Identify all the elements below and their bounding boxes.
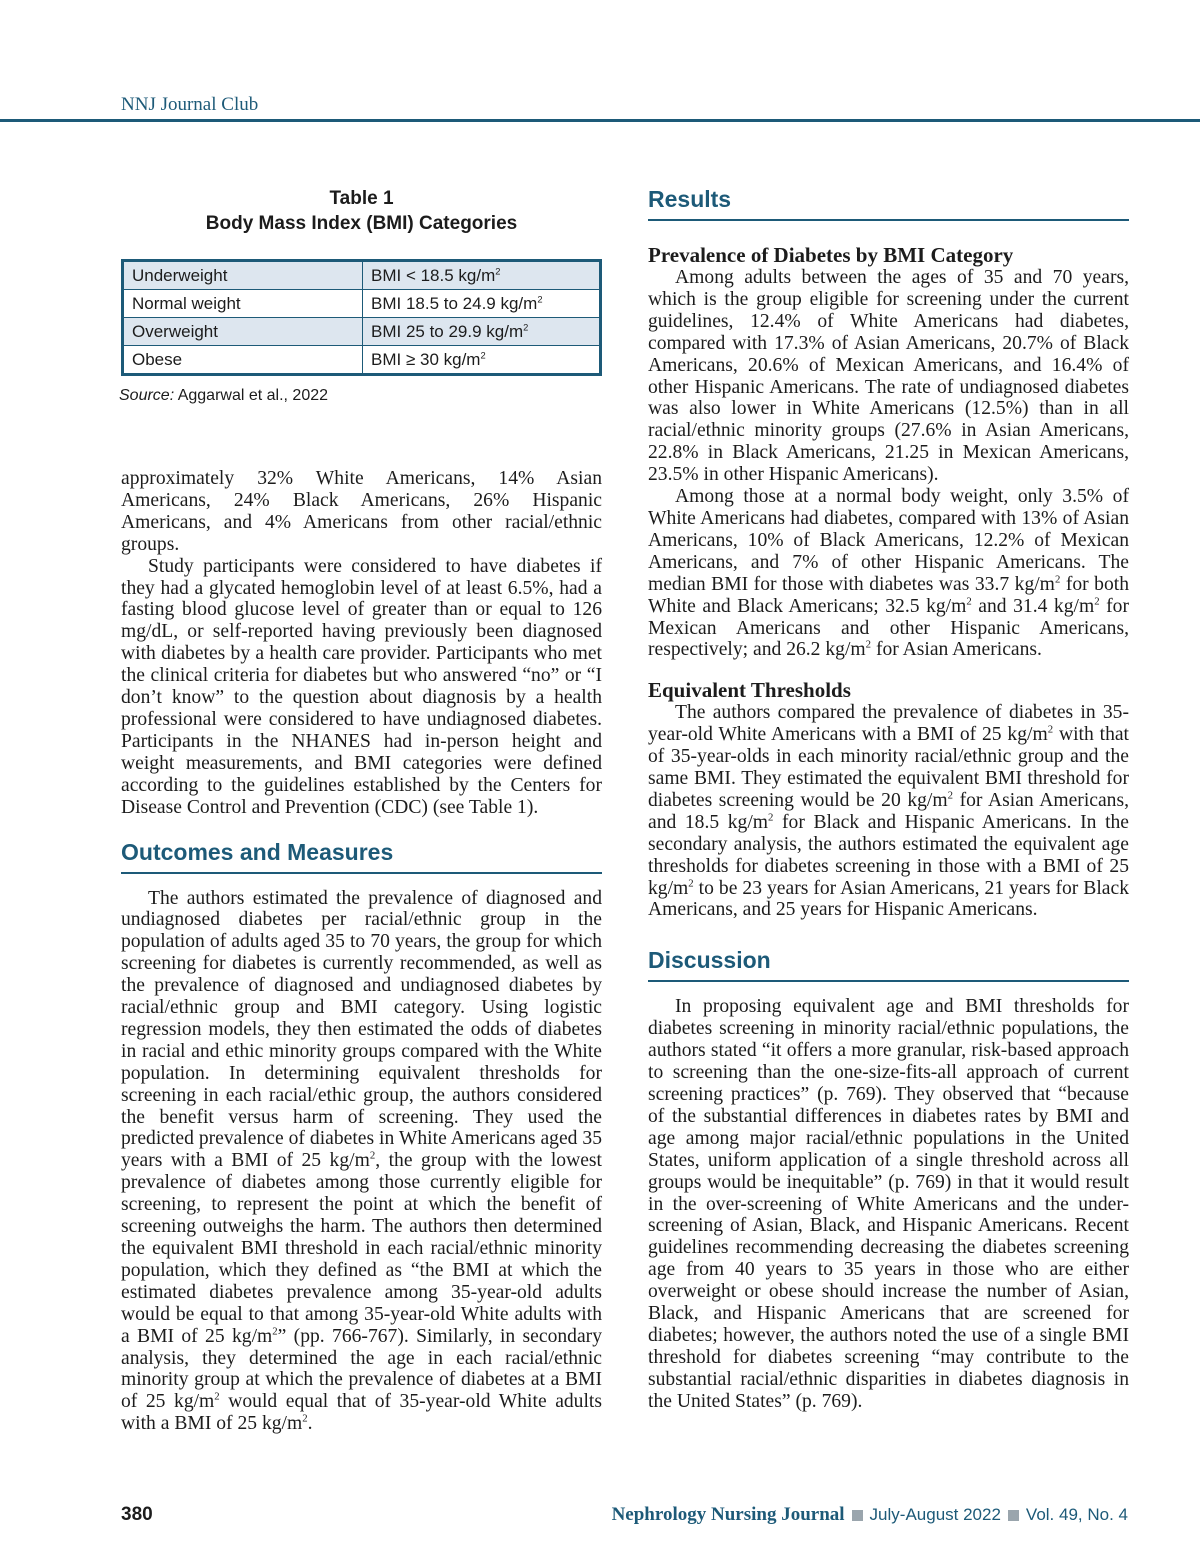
- table-row: [123, 290, 601, 318]
- issue-date: July-August 2022: [869, 1505, 1001, 1524]
- paragraph: approximately 32% White Americans, 14% Asian Americans, 24% Black Americans, 26% Hispanic Americans, and 4% Americans from other racial/ethnic groups.: [121, 468, 602, 555]
- header-rule: [0, 119, 1200, 122]
- paragraph: Among adults between the ages of 35 and 70 years, which is the group eligible for screening under the current guidelines, 12.4% of White Americans had diabetes, compared with 17.3% of Asian Americans, 20.7% of Black Americans, 20.6% of Mexican Americans, and 16.4% of other Hispanic Americans. The rate of undiagnosed diabetes was also lower in White Americans (12.5%) than in all racial/ethnic minority groups (27.6% in Asian Americans, 22.8% in Black Americans, 21.25 in Mexican Americans, 23.5% in other Hispanic Americans).: [648, 267, 1129, 486]
- running-head: NNJ Journal Club: [121, 94, 259, 115]
- left-column: [121, 186, 602, 1435]
- square-separator-icon: [1008, 1510, 1019, 1521]
- bmi-table: [121, 259, 602, 376]
- table-number: Table 1: [329, 188, 394, 209]
- volume-issue: Vol. 49, No. 4: [1025, 1505, 1128, 1524]
- table-cell-range: BMI 18.5 to 24.9 $kg/m^2$: [363, 290, 601, 318]
- table-cell-category: Obese: [123, 346, 363, 375]
- journal-name: Nephrology Nursing Journal: [611, 1504, 845, 1525]
- table-cell-range: BMI ≥ 30 $kg/m^2$: [363, 346, 601, 375]
- subheading-prevalence: Prevalence of Diabetes by BMI Category: [648, 243, 1014, 267]
- footer: [612, 1504, 1128, 1526]
- section-heading-discussion: Discussion: [648, 947, 1129, 982]
- table-cell-category: Underweight: [123, 261, 363, 290]
- paragraph: Among those at a normal body weight, only 3.5% of White Americans had diabetes, compared with 13% of Asian Americans, 10% of Black Americans, 12.2% of Mexican Americans, and 7% of other Hispanic Americans. The median BMI for those with diabetes was 33.7 $kg/m^2$ for both White and Black Americans; 32.5 $kg/m^2$ and 31.4 $kg/m^2$ for Mexican Americans and other Hispanic Americans, respectively; and 26.2 $kg/m^2$ for Asian Americans.: [648, 486, 1129, 661]
- table-cell-category: Overweight: [123, 318, 363, 346]
- section-heading-results: Results: [648, 186, 1129, 221]
- table-title: Body Mass Index (BMI) Categories: [205, 213, 518, 234]
- subheading-equivalent-thresholds: Equivalent Thresholds: [648, 678, 851, 703]
- table-cell-category: Normal weight: [123, 290, 363, 318]
- right-column: [648, 186, 1129, 1413]
- paragraph: The authors estimated the prevalence of diagnosed and undiagnosed diabetes per racial/ethnic group in the population of adults aged 35 to 70 years, the group for which screening for diabetes is currently recommended, as well as the prevalence of diagnosed and undiagnosed diabetes by racial/ethnic group and BMI category. Using logistic regression models, they then estimated the odds of diabetes in racial and ethic minority groups compared with the White population. In determining equivalent thresholds for screening in each racial/ethic group, the authors considered the benefit versus harm of screening. They used the predicted prevalence of diabetes in White Americans aged 35 years with a BMI of 25 $kg/m^2$, the group with the lowest prevalence of diabetes among those currently eligible for screening, to represent the point at which the benefit of screening outweighs the harm. The authors then determined the equivalent BMI threshold in each racial/ethnic minority population, which they defined as “the BMI at which the estimated diabetes prevalence among 35-year-old adults would be equal to that among 35-year-old White adults with a BMI of 25 $kg/m^2$” (pp. 766-767). Similarly, in secondary analysis, they determined the age in each racial/ethnic minority group at which the prevalence of diabetes at a BMI of 25 $kg/m^2$ would equal that of 35-year-old White adults with a BMI of 25 $kg/m^2$.: [121, 887, 603, 1435]
- page-number: 380: [121, 1504, 153, 1525]
- square-separator-icon: [852, 1510, 863, 1521]
- table-row: [123, 346, 601, 375]
- table-cell-range: BMI 25 to 29.9 $kg/m^2$: [363, 318, 601, 346]
- paragraph: The authors compared the prevalence of diabetes in 35-year-old White Americans with a BMI of 25 $kg/m^2$ with that of 35-year-olds in each minority racial/ethnic group and the same BMI. They estimated the equivalent BMI threshold for diabetes screening would be 20 $kg/m^2$ for Asian Americans, and 18.5 $kg/m^2$ for Black and Hispanic Americans. In the secondary analysis, the authors estimated the equivalent age thresholds for diabetes screening in those with a BMI of 25 $kg/m^2$ to be 23 years for Asian Americans, 21 years for Black Americans, and 25 years for Hispanic Americans.: [648, 702, 1130, 921]
- paragraph: In proposing equivalent age and BMI thresholds for diabetes screening in minority racial/ethnic populations, the authors stated “it offers a more granular, risk-based approach to screening than the one-size-fits-all approach of current screening practices” (p. 769). They observed that “because of the substantial differences in diabetes rates by BMI and age among major racial/ethnic populations in the United States, uniform application of a single threshold across all groups would be inequitable” (p. 769) in that it would result in the over-screening of White Americans and the under-screening of Asian, Black, and Hispanic Americans. Recent guidelines recommending decreasing the diabetes screening age from 40 years to 35 years in those who are either overweight or obese should increase the number of Asian, Black, and Hispanic Americans that are screened for diabetes; however, the authors noted the use of a single BMI threshold for diabetes screening “may contribute to the substantial racial/ethnic disparities in diabetes diagnosis in the United States” (p. 769).: [648, 996, 1129, 1412]
- table-cell-range: BMI < 18.5 $kg/m^2$: [363, 261, 601, 290]
- paragraph: Study participants were considered to have diabetes if they had a glycated hemoglobin level of at least 6.5%, had a fasting blood glucose level of greater than or equal to 126 mg/dL, or self-reported having previously been diagnosed with diabetes by a health care provider. Participants who met the clinical criteria for diabetes but who answered “no” or “I don’t know” to the question about diagnosis by a health professional were considered to have undiagnosed diabetes. Participants in the NHANES had in-person height and weight measurements, and BMI categories were defined according to the guidelines established by the Centers for Disease Control and Prevention (CDC) (see Table 1).: [121, 555, 602, 818]
- section-heading-outcomes: Outcomes and Measures: [121, 839, 602, 874]
- table-row: [123, 261, 601, 290]
- table-caption: [121, 186, 602, 236]
- table-row: [123, 318, 601, 346]
- table-source: Source: Aggarwal et al., 2022: [119, 387, 329, 404]
